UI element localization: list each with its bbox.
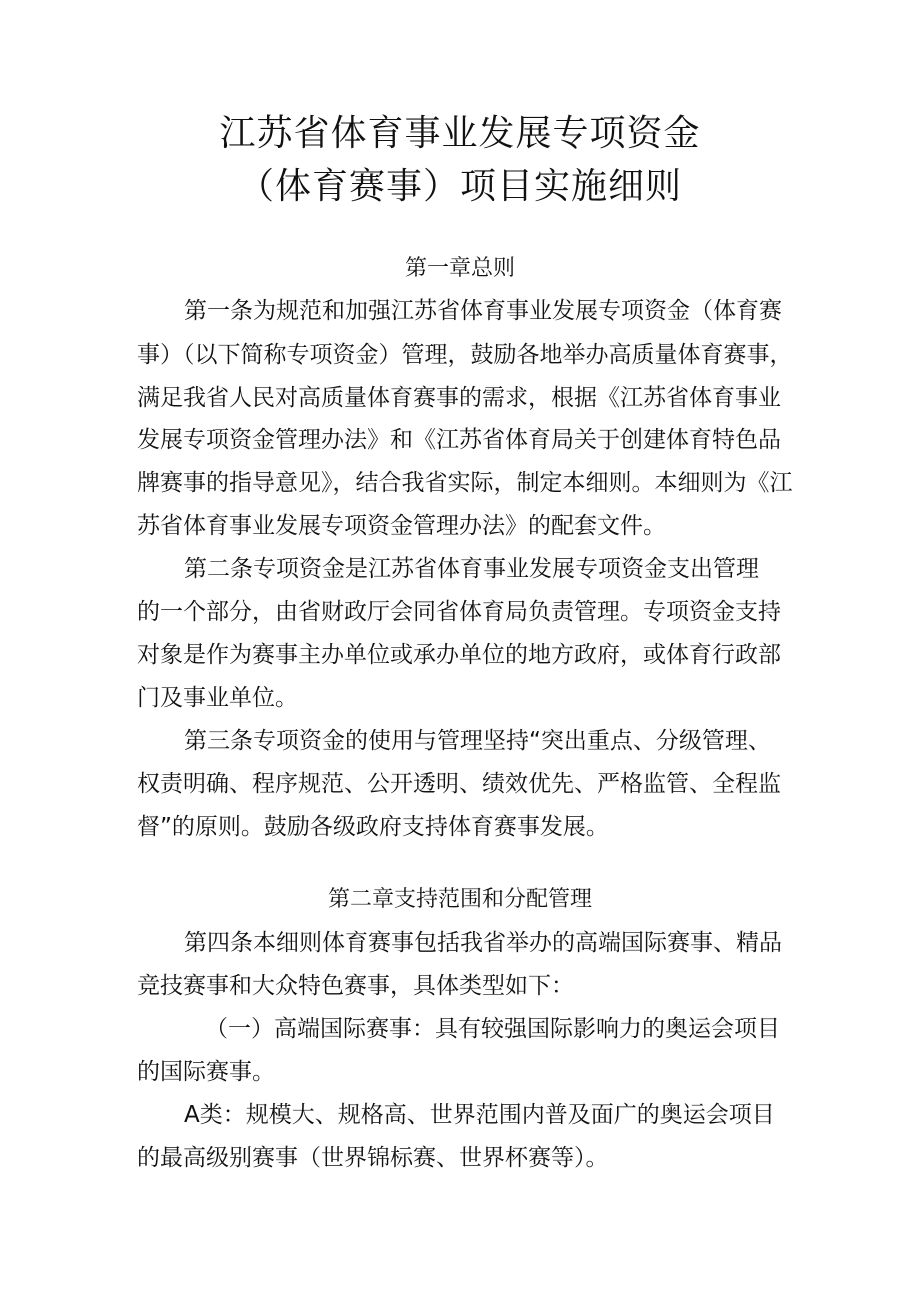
- paragraph-line: 牌赛事的指导意见》，结合我省实际，制定本细则。本细则为《江: [137, 470, 793, 496]
- paragraph-line: 的国际赛事。: [137, 1059, 275, 1085]
- paragraph-line: 对象是作为赛事主办单位或承办单位的地方政府，或体育行政部: [137, 642, 781, 668]
- paragraph-line: 的最高级别赛事（世界锦标赛、世界杯赛等）。: [137, 1145, 609, 1171]
- paragraph-line: 督”的原则。鼓励各级政府支持体育赛事发展。: [137, 814, 609, 840]
- chapter-heading: 第二章支持范围和分配管理: [327, 887, 592, 912]
- paragraph-line: 事）（以下简称专项资金）管理，鼓励各地举办高质量体育赛事，: [137, 342, 793, 368]
- paragraph-line: 门及事业单位。: [137, 685, 298, 711]
- paragraph-line: （一）高端国际赛事：具有较强国际影响力的奥运会项目: [205, 1016, 780, 1042]
- paragraph-line: 的一个部分，由省财政厅会同省体育局负责管理。专项资金支持: [137, 599, 781, 625]
- paragraph-line: 满足我省人民对高质量体育赛事的需求，根据《江苏省体育事业: [137, 385, 781, 411]
- document-title-line-1: 江苏省体育事业发展专项资金: [219, 113, 701, 154]
- paragraph-line: A类：规模大、规格高、世界范围内普及面广的奥运会项目: [184, 1102, 775, 1128]
- chapter-heading: 第一章总则: [404, 256, 515, 281]
- paragraph-line: 权责明确、程序规范、公开透明、绩效优先、严格监管、全程监: [137, 771, 781, 797]
- paragraph-line: 发展专项资金管理办法》和《江苏省体育局关于创建体育特色品: [137, 427, 781, 453]
- paragraph-line: 苏省体育事业发展专项资金管理办法》的配套文件。: [137, 513, 666, 539]
- paragraph-line: 第四条本细则体育赛事包括我省举办的高端国际赛事、精品: [184, 930, 782, 956]
- paragraph-line: 竞技赛事和大众特色赛事，具体类型如下：: [137, 973, 574, 999]
- paragraph-line: 第一条为规范和加强江苏省体育事业发展专项资金（体育赛: [184, 298, 782, 324]
- paragraph-line: 第二条专项资金是江苏省体育事业发展专项资金支出管理: [184, 556, 759, 582]
- document-title-line-2: （体育赛事）项目实施细则: [237, 166, 682, 207]
- paragraph-line: 第三条专项资金的使用与管理坚持“突出重点、分级管理、: [184, 728, 771, 754]
